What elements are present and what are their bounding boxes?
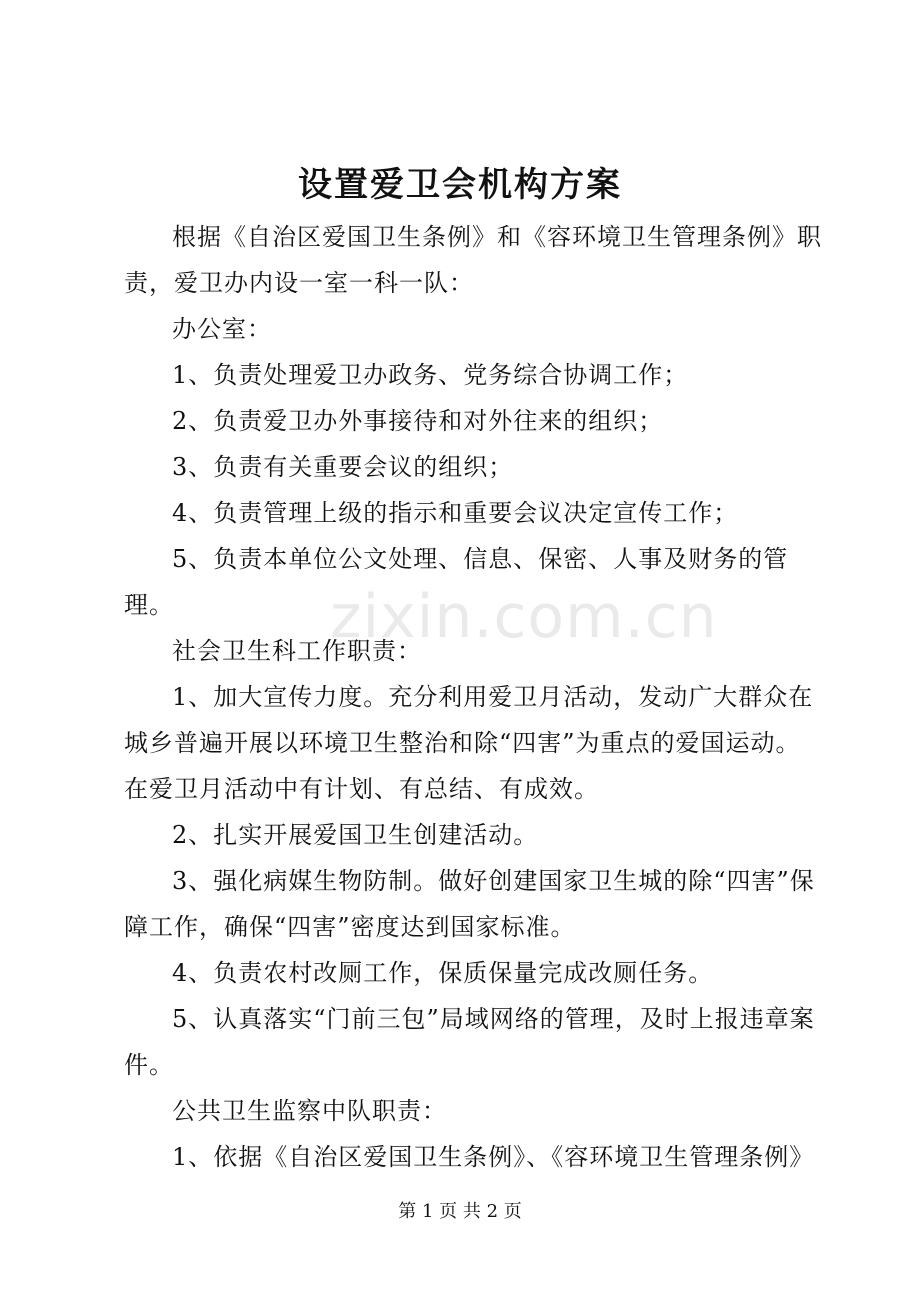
page-footer: 第 1 页 共 2 页 xyxy=(398,1201,522,1222)
social-health-item-3: 3、强化病媒生物防制。做好创建国家卫生城的除“四害”保障工作，确保“四害”密度达到国家标准。 xyxy=(124,867,815,941)
document-title: 设置爱卫会机构方案 xyxy=(298,165,622,205)
social-health-item-4: 4、负责农村改厕工作，保质保量完成改厕任务。 xyxy=(172,959,714,987)
office-item-5: 5、负责本单位公文处理、信息、保密、人事及财务的管理。 xyxy=(124,545,789,619)
social-health-item-1: 1、加大宣传力度。充分利用爱卫月活动，发动广大群众在城乡普遍开展以环境卫生整治和除“四害”为重点的爱国运动。在爱卫月活动中有计划、有总结、有成效。 xyxy=(124,683,814,803)
watermark-text: zixin.com.cn xyxy=(330,582,718,652)
social-health-item-2: 2、扎实开展爱国卫生创建活动。 xyxy=(172,821,539,849)
document-body xyxy=(124,214,824,1180)
office-item-4: 4、负责管理上级的指示和重要会议决定宣传工作； xyxy=(172,499,739,527)
social-health-item-5: 5、认真落实“门前三包”局域网络的管理，及时上报违章案件。 xyxy=(124,1005,815,1079)
section-heading-inspection-team: 公共卫生监察中队职责： xyxy=(172,1097,447,1125)
paragraph-intro: 根据《自治区爱国卫生条例》和《容环境卫生管理条例》职责，爱卫办内设一室一科一队： xyxy=(124,223,822,297)
office-item-3: 3、负责有关重要会议的组织； xyxy=(172,453,514,481)
office-item-1: 1、负责处理爱卫办政务、党务综合协调工作； xyxy=(172,361,689,389)
inspection-team-item-1: 1、依据《自治区爱国卫生条例》、《容环境卫生管理条例》 xyxy=(172,1143,815,1171)
section-heading-office: 办公室： xyxy=(172,315,272,343)
section-heading-social-health: 社会卫生科工作职责： xyxy=(172,637,422,665)
office-item-2: 2、负责爱卫办外事接待和对外往来的组织； xyxy=(172,407,664,435)
